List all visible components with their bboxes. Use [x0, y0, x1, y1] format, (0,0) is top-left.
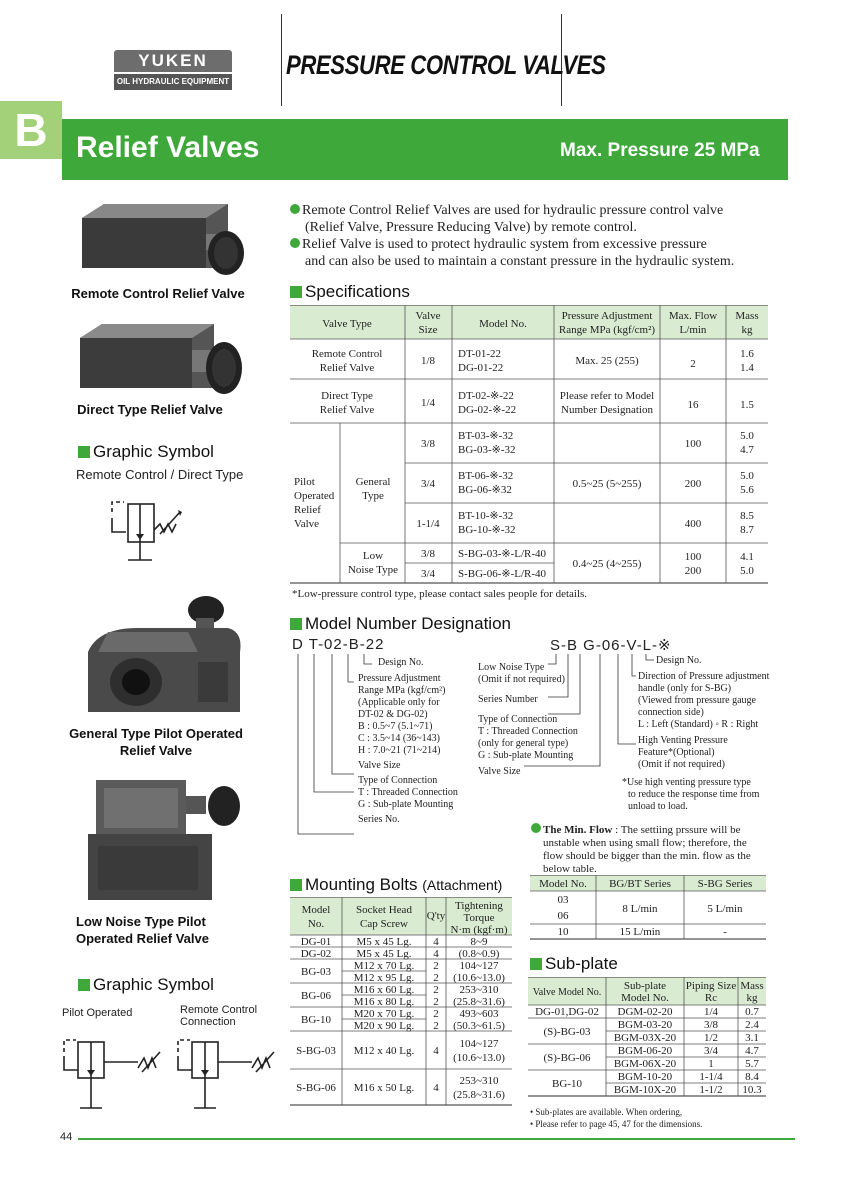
subplate-heading [530, 954, 618, 974]
spec-general-2: Type [362, 490, 384, 502]
green-dot-icon [290, 204, 300, 214]
spec-header-flow-2: L/min [679, 324, 707, 336]
general-valve-caption-2: Relief Valve [119, 743, 193, 758]
green-square-icon [530, 958, 542, 970]
low-noise-valve-photo [84, 772, 254, 907]
bolts-bg03-qty-1: 2 [433, 960, 439, 972]
min-flow-text-2: unstable when using small flow; therefore, the [543, 837, 747, 849]
spec-general-1: General [355, 476, 391, 488]
min-flow-text-4: below table. [543, 863, 597, 875]
spec-direct-mass: 1.5 [740, 399, 754, 411]
bolts-bg10-torque-2: (50.3~61.5) [453, 1020, 505, 1032]
remote-connection-label [180, 1004, 257, 1028]
subplate-row-2-mass: 3.1 [745, 1032, 759, 1044]
spec-header-model: Model No. [479, 318, 527, 330]
bolts-bg06-screw-2: M16 x 80 Lg. [353, 996, 415, 1008]
right-label-general-only: (only for general type) [478, 738, 569, 749]
bolts-header-torque-3: N·m (kgf·m) [450, 924, 508, 936]
subplate-header-model-2: Model No. [621, 992, 669, 1004]
left-label-pressure-4: DT-02 & DG-02) [358, 709, 428, 720]
spec-direct-model-2: DG-02-※-22 [458, 404, 517, 416]
spec-34-flow: 200 [684, 478, 702, 490]
spec-low-1: Low [362, 550, 384, 562]
minflow-row-10: 10 [557, 926, 569, 938]
spec-114-size: 1-1/4 [416, 518, 440, 530]
green-square-icon [290, 879, 302, 891]
right-label-direction-3: (Viewed from pressure gauge [638, 695, 756, 706]
subplate-header-mass-1: Mass [740, 980, 764, 992]
spec-remote-type-2: Relief Valve [319, 362, 375, 374]
spec-pilot-4: Valve [294, 518, 320, 530]
spec-direct-range-2: Number Designation [561, 404, 653, 416]
graphic-symbol-heading-2 [78, 975, 214, 995]
green-square-icon [78, 446, 90, 458]
left-label-connection: Type of Connection [358, 775, 438, 786]
right-code-right-labels [638, 655, 769, 771]
subplate-note-2: • Please refer to page 45, 47 for the dimensions. [530, 1119, 703, 1129]
subplate-row-5-model: BGM-10-20 [617, 1071, 673, 1083]
spec-114-flow: 400 [684, 518, 702, 530]
spec-low-size-2: 3/4 [420, 568, 436, 580]
intro-line-3: Relief Valve is used to protect hydraulic system from excessive pressure [302, 237, 707, 252]
min-flow-lead: The Min. Flow [543, 824, 613, 836]
spec-34-mass-a: 5.0 [740, 470, 754, 482]
page-title: PRESSURE CONTROL VALVES [286, 50, 606, 80]
venting-note [622, 777, 759, 813]
subplate-row-1-valve: (S)-BG-03 [543, 1026, 591, 1038]
green-dot-icon [290, 238, 300, 248]
minflow-bg-value: 8 L/min [622, 903, 658, 915]
right-label-valve-size: Valve Size [478, 766, 521, 777]
bolts-sbg03-screw: M12 x 40 Lg. [353, 1045, 415, 1057]
spec-remote-type-1: Remote Control [311, 348, 383, 360]
bolts-bg03-screw-2: M12 x 95 Lg. [353, 972, 415, 984]
left-label-pressure-1: Pressure Adjustment [358, 673, 441, 684]
bolts-sbg03-torque-2: (10.6~13.0) [453, 1052, 505, 1064]
right-model-code: S-B G-06-V-L-※ [550, 637, 672, 654]
remote-control-valve-photo [78, 198, 246, 284]
lownoise-valve-caption-1: Low Noise Type Pilot [76, 914, 206, 929]
spec-direct-model-1: DT-02-※-22 [458, 390, 514, 402]
pilot-operated-symbol-icon [58, 1032, 178, 1112]
minflow-header-model: Model No. [539, 878, 587, 890]
spec-pilot-1: Pilot [294, 476, 315, 488]
intro-text [290, 202, 790, 270]
spec-low-model-2: S-BG-06-※-L/R-40 [458, 568, 547, 580]
bolts-header-screw-1: Socket Head [356, 904, 412, 916]
spec-remote-mass-1: 1.6 [740, 348, 754, 360]
bolts-bg10-qty-2: 2 [433, 1020, 439, 1032]
subplate-row-6-piping: 1-1/2 [699, 1084, 723, 1096]
subplate-row-3-mass: 4.7 [745, 1045, 759, 1057]
spec-low-mass-2: 5.0 [740, 565, 754, 577]
left-label-b: B : 0.5~7 (5.1~71) [358, 721, 433, 732]
spec-remote-model-1: DT-01-22 [458, 348, 501, 360]
subplate-row-5-mass: 8.4 [745, 1071, 759, 1083]
intro-line-2: (Relief Valve, Pressure Reducing Valve) by remote control. [305, 220, 637, 235]
minflow-row-06: 06 [557, 910, 569, 922]
spec-pilot-3: Relief [294, 504, 321, 516]
page-number: 44 [60, 1131, 73, 1143]
left-label-design-no: Design No. [378, 657, 424, 668]
left-code-labels [358, 657, 458, 826]
intro-bullet-1 [290, 202, 790, 219]
venting-note-1: *Use high venting pressure type [622, 777, 751, 788]
right-label-series-number: Series Number [478, 694, 538, 705]
bolts-sbg06-torque-2: (25.8~31.6) [453, 1089, 505, 1101]
left-label-pressure-2: Range MPa (kgf/cm²) [358, 685, 446, 696]
subplate-header-valve: Valve Model No. [532, 987, 602, 998]
spec-114-mass-b: 8.7 [740, 524, 754, 536]
left-label-threaded: T : Threaded Connection [358, 787, 458, 798]
spec-remote-range: Max. 25 (255) [575, 355, 639, 367]
subplate-row-2-piping: 1/2 [703, 1032, 719, 1044]
subplate-row-3-valve: (S)-BG-06 [543, 1052, 591, 1064]
intro-bullet-2 [290, 236, 790, 253]
bolts-sbg03-torque-1: 104~127 [459, 1038, 499, 1050]
spec-header-size-2: Size [418, 324, 438, 336]
bolts-bg06-screw-1: M16 x 60 Lg. [353, 984, 415, 996]
left-label-c: C : 3.5~14 (36~143) [358, 733, 440, 744]
spec-header-flow-1: Max. Flow [668, 310, 718, 322]
bolts-bg06-torque-1: 253~310 [459, 984, 499, 996]
right-label-design-no: Design No. [656, 655, 702, 666]
spec-low-mass-1: 4.1 [740, 551, 754, 563]
left-label-h: H : 7.0~21 (71~214) [358, 745, 441, 756]
subplate-row-5-piping: 1-1/4 [699, 1071, 723, 1083]
minflow-sbg-value: 5 L/min [707, 903, 743, 915]
right-label-connection: Type of Connection [478, 714, 558, 725]
model-designation-title: Model Number Designation [305, 614, 511, 633]
minflow-header-sbg: S-BG Series [697, 878, 753, 890]
spec-38-mass-b: 4.7 [740, 444, 754, 456]
right-label-venting-2: Feature*(Optional) [638, 747, 715, 758]
direct-valve-caption: Direct Type Relief Valve [77, 402, 223, 417]
yuken-logo [114, 50, 232, 102]
minflow-row-03: 03 [557, 894, 569, 906]
bolts-bg06-qty-2: 2 [433, 996, 439, 1008]
subplate-row-4-piping: 1 [708, 1058, 714, 1070]
max-pressure-label: Max. Pressure 25 MPa [560, 140, 760, 161]
graphic-symbol-heading-1 [78, 442, 214, 462]
bolts-sbg06: S-BG-06 [296, 1082, 336, 1094]
bolts-bg10: BG-10 [301, 1014, 331, 1026]
spec-low-range: 0.4~25 (4~255) [572, 558, 642, 570]
subplate-row-0-valve: DG-01,DG-02 [535, 1006, 599, 1018]
bolts-header-torque-1: Tightening [455, 900, 503, 912]
mounting-bolts-title: Mounting Bolts [305, 875, 418, 894]
right-label-direction-4: connection side) [638, 707, 704, 718]
bolts-bg03-qty-2: 2 [433, 972, 439, 984]
right-label-low-noise: Low Noise Type [478, 662, 545, 673]
spec-38-model-b: BG-03-※-32 [458, 444, 516, 456]
bolts-header-screw-2: Cap Screw [360, 918, 408, 930]
bolts-bg03-screw-1: M12 x 70 Lg. [353, 960, 415, 972]
venting-note-3: unload to load. [628, 801, 688, 812]
graphic-symbol-title-2: Graphic Symbol [93, 975, 214, 994]
subplate-row-0-model: DGM-02-20 [617, 1006, 673, 1018]
graphic-symbol-title-1: Graphic Symbol [93, 442, 214, 461]
minflow-header-bg: BG/BT Series [609, 878, 671, 890]
spec-remote-size: 1/8 [420, 355, 436, 367]
bolts-dg-qty-2: 4 [433, 948, 439, 960]
logo-tagline: OIL HYDRAULIC EQUIPMENT [114, 74, 232, 90]
mounting-bolts-attachment: (Attachment) [422, 877, 503, 893]
bolts-bg03-torque-2: (10.6~13.0) [453, 972, 505, 984]
right-label-left-right: L : Left (Standard) ◦ R : Right [638, 719, 759, 730]
spec-114-model-b: BG-10-※-32 [458, 524, 516, 536]
right-label-omit-1: (Omit if not required) [478, 674, 565, 685]
spec-header-type: Valve Type [322, 318, 372, 330]
bolts-header-model-2: No. [307, 918, 325, 930]
right-label-direction-1: Direction of Pressure adjustment [638, 671, 770, 682]
spec-114-mass-a: 8.5 [740, 510, 754, 522]
bolts-dg02: DG-02 [300, 948, 332, 960]
subplate-row-6-mass: 10.3 [742, 1084, 762, 1096]
spec-pilot-2: Operated [294, 490, 335, 502]
bolts-dg-screw-1: M5 x 45 Lg. [356, 936, 412, 948]
direct-type-valve-photo [76, 318, 244, 404]
subplate-table [528, 977, 766, 1107]
specifications-table [290, 305, 768, 587]
spec-114-model-a: BT-10-※-32 [458, 510, 514, 522]
lownoise-valve-caption-2: Operated Relief Valve [76, 931, 209, 946]
subplate-row-1-model: BGM-03-20 [617, 1019, 673, 1031]
banner-title: Relief Valves [76, 131, 260, 164]
spec-direct-size: 1/4 [420, 397, 436, 409]
intro-line-4: and can also be used to maintain a constant pressure in the hydraulic system. [305, 254, 735, 269]
section-letter-badge: B [0, 101, 62, 159]
subplate-row-2-model: BGM-03X-20 [613, 1032, 677, 1044]
right-label-venting-1: High Venting Pressure [638, 735, 728, 746]
bolts-bg03-torque-1: 104~127 [459, 960, 499, 972]
bolts-bg10-screw-1: M20 x 70 Lg. [353, 1008, 415, 1020]
subplate-row-4-mass: 5.7 [745, 1058, 759, 1070]
relief-valve-symbol-icon [100, 490, 190, 580]
spec-remote-model-2: DG-01-22 [458, 362, 504, 374]
graphic-symbol-subtitle: Remote Control / Direct Type [76, 467, 244, 482]
spec-low-2: Noise Type [347, 564, 399, 576]
bolts-bg03: BG-03 [301, 966, 331, 978]
general-pilot-valve-photo [78, 592, 248, 722]
right-label-threaded: T : Threaded Connection [478, 726, 578, 737]
spec-header-size-1: Valve [415, 310, 441, 322]
bolts-bg06-qty-1: 2 [433, 984, 439, 996]
spec-direct-type-1: Direct Type [321, 390, 373, 402]
spec-38-model-a: BT-03-※-32 [458, 430, 514, 442]
spec-38-flow: 100 [684, 438, 702, 450]
spec-header-mass-2: kg [741, 324, 753, 336]
spec-34-mass-b: 5.6 [740, 484, 754, 496]
left-label-series-no: Series No. [358, 814, 400, 825]
subplate-row-0-piping: 1/4 [703, 1006, 719, 1018]
general-valve-caption-1: General Type Pilot Operated [69, 726, 243, 741]
pilot-operated-label: Pilot Operated [62, 1007, 133, 1019]
subplate-row-4-model: BGM-06X-20 [613, 1058, 677, 1070]
bolts-sbg03-qty: 4 [433, 1045, 439, 1057]
bolts-header-torque-2: Torque [463, 912, 495, 924]
specifications-heading [290, 282, 410, 302]
bolts-dg-screw-2: M5 x 45 Lg. [356, 948, 412, 960]
green-square-icon [78, 979, 90, 991]
green-square-icon [290, 286, 302, 298]
minflow-bg10-value: 15 L/min [619, 926, 661, 938]
bolts-sbg06-screw: M16 x 50 Lg. [353, 1082, 415, 1094]
spec-34-model-a: BT-06-※-32 [458, 470, 514, 482]
remote-connection-symbol-icon [172, 1032, 282, 1112]
bolts-dg-qty-1: 4 [433, 936, 439, 948]
bolts-bg10-torque-1: 493~603 [459, 1008, 499, 1020]
bolts-bg10-qty-1: 2 [433, 1008, 439, 1020]
spec-34-size: 3/4 [420, 478, 436, 490]
spec-34-model-b: BG-06-※32 [458, 484, 512, 496]
logo-wordmark: YUKEN [114, 50, 232, 72]
subplate-row-5-valve: BG-10 [552, 1078, 582, 1090]
bolts-header-model-1: Model [301, 904, 331, 916]
right-label-subplate: G : Sub-plate Mounting [478, 750, 574, 761]
bolts-sbg03: S-BG-03 [296, 1045, 336, 1057]
bolts-bg06-torque-2: (25.8~31.6) [453, 996, 505, 1008]
subplate-row-3-model: BGM-06-20 [617, 1045, 673, 1057]
footer-rule [78, 1138, 795, 1140]
right-label-venting-3: (Omit if not required) [638, 759, 725, 770]
spec-direct-range-1: Please refer to Model [559, 390, 655, 402]
subplate-header-mass-2: kg [746, 992, 758, 1004]
spec-header-mass-1: Mass [735, 310, 759, 322]
green-square-icon [290, 618, 302, 630]
spec-header-range-2: Range MPa (kgf/cm²) [558, 324, 656, 336]
spec-header-range-1: Pressure Adjustment [561, 310, 653, 322]
venting-note-2: to reduce the response time from [628, 789, 760, 800]
spec-direct-flow: 16 [687, 399, 699, 411]
bolts-bg10-screw-2: M20 x 90 Lg. [353, 1020, 415, 1032]
spec-low-size-1: 3/8 [420, 548, 436, 560]
spec-low-flow-2: 200 [684, 565, 702, 577]
spec-38-mass-a: 5.0 [740, 430, 754, 442]
mounting-bolts-table [290, 897, 512, 1109]
min-flow-line-1 [531, 823, 771, 837]
remote-valve-caption: Remote Control Relief Valve [71, 286, 245, 301]
green-dot-icon [531, 823, 541, 833]
bolts-sbg06-torque-1: 253~310 [459, 1075, 499, 1087]
spec-direct-type-2: Relief Valve [319, 404, 375, 416]
bolts-header-qty: Q'ty [426, 910, 446, 922]
subplate-title: Sub-plate [545, 954, 618, 973]
spec-general-range: 0.5~25 (5~255) [572, 478, 642, 490]
remote-connection-line-2: Connection [180, 1016, 236, 1028]
header-divider-left [281, 14, 282, 106]
min-flow-text [531, 823, 771, 876]
subplate-header-piping-2: Rc [704, 992, 718, 1004]
spec-38-size: 3/8 [420, 438, 436, 450]
left-label-pressure-3: (Applicable only for [358, 697, 440, 708]
bolts-dg-torque-2: (0.8~0.9) [458, 948, 500, 960]
bolts-dg01: DG-01 [300, 936, 332, 948]
remote-connection-line-1: Remote Control [180, 1004, 258, 1016]
subplate-header-piping-1: Piping Size [685, 980, 737, 992]
spec-remote-mass-2: 1.4 [740, 362, 754, 374]
left-model-code: D T-02-B-22 [292, 636, 385, 653]
minflow-sbg10-value: - [723, 926, 727, 938]
bolts-dg-torque-1: 8~9 [470, 936, 488, 948]
spec-low-flow-1: 100 [684, 551, 702, 563]
subplate-header-model-1: Sub-plate [623, 980, 667, 992]
min-flow-table [530, 875, 766, 941]
subplate-note-1: • Sub-plates are available. When ordering, [530, 1107, 683, 1117]
spec-remote-flow: 2 [690, 358, 696, 370]
intro-line-1: Remote Control Relief Valves are used for hydraulic pressure control valve [302, 203, 724, 218]
mounting-bolts-heading [290, 875, 502, 895]
bolts-sbg06-qty: 4 [433, 1082, 439, 1094]
left-label-subplate: G : Sub-plate Mounting [358, 799, 454, 810]
subplate-row-1-mass: 2.4 [745, 1019, 759, 1031]
min-flow-text-3: flow should be bigger than the min. flow as the [543, 850, 751, 862]
right-code-left-labels [478, 662, 578, 778]
left-label-valve-size: Valve Size [358, 760, 401, 771]
specs-footnote: *Low-pressure control type, please contact sales people for details. [292, 588, 588, 600]
specifications-title: Specifications [305, 282, 410, 301]
subplate-row-3-piping: 3/4 [703, 1045, 719, 1057]
subplate-row-0-mass: 0.7 [745, 1006, 759, 1018]
min-flow-text-1: : The settiing prssure will be [612, 824, 741, 836]
model-designation-heading [290, 614, 511, 634]
spec-low-model-1: S-BG-03-※-L/R-40 [458, 548, 547, 560]
right-label-direction-2: handle (only for S-BG) [638, 683, 732, 694]
bolts-bg06: BG-06 [301, 990, 331, 1002]
subplate-row-1-piping: 3/8 [703, 1019, 719, 1031]
subplate-row-6-model: BGM-10X-20 [613, 1084, 677, 1096]
subplate-notes [530, 1106, 702, 1130]
